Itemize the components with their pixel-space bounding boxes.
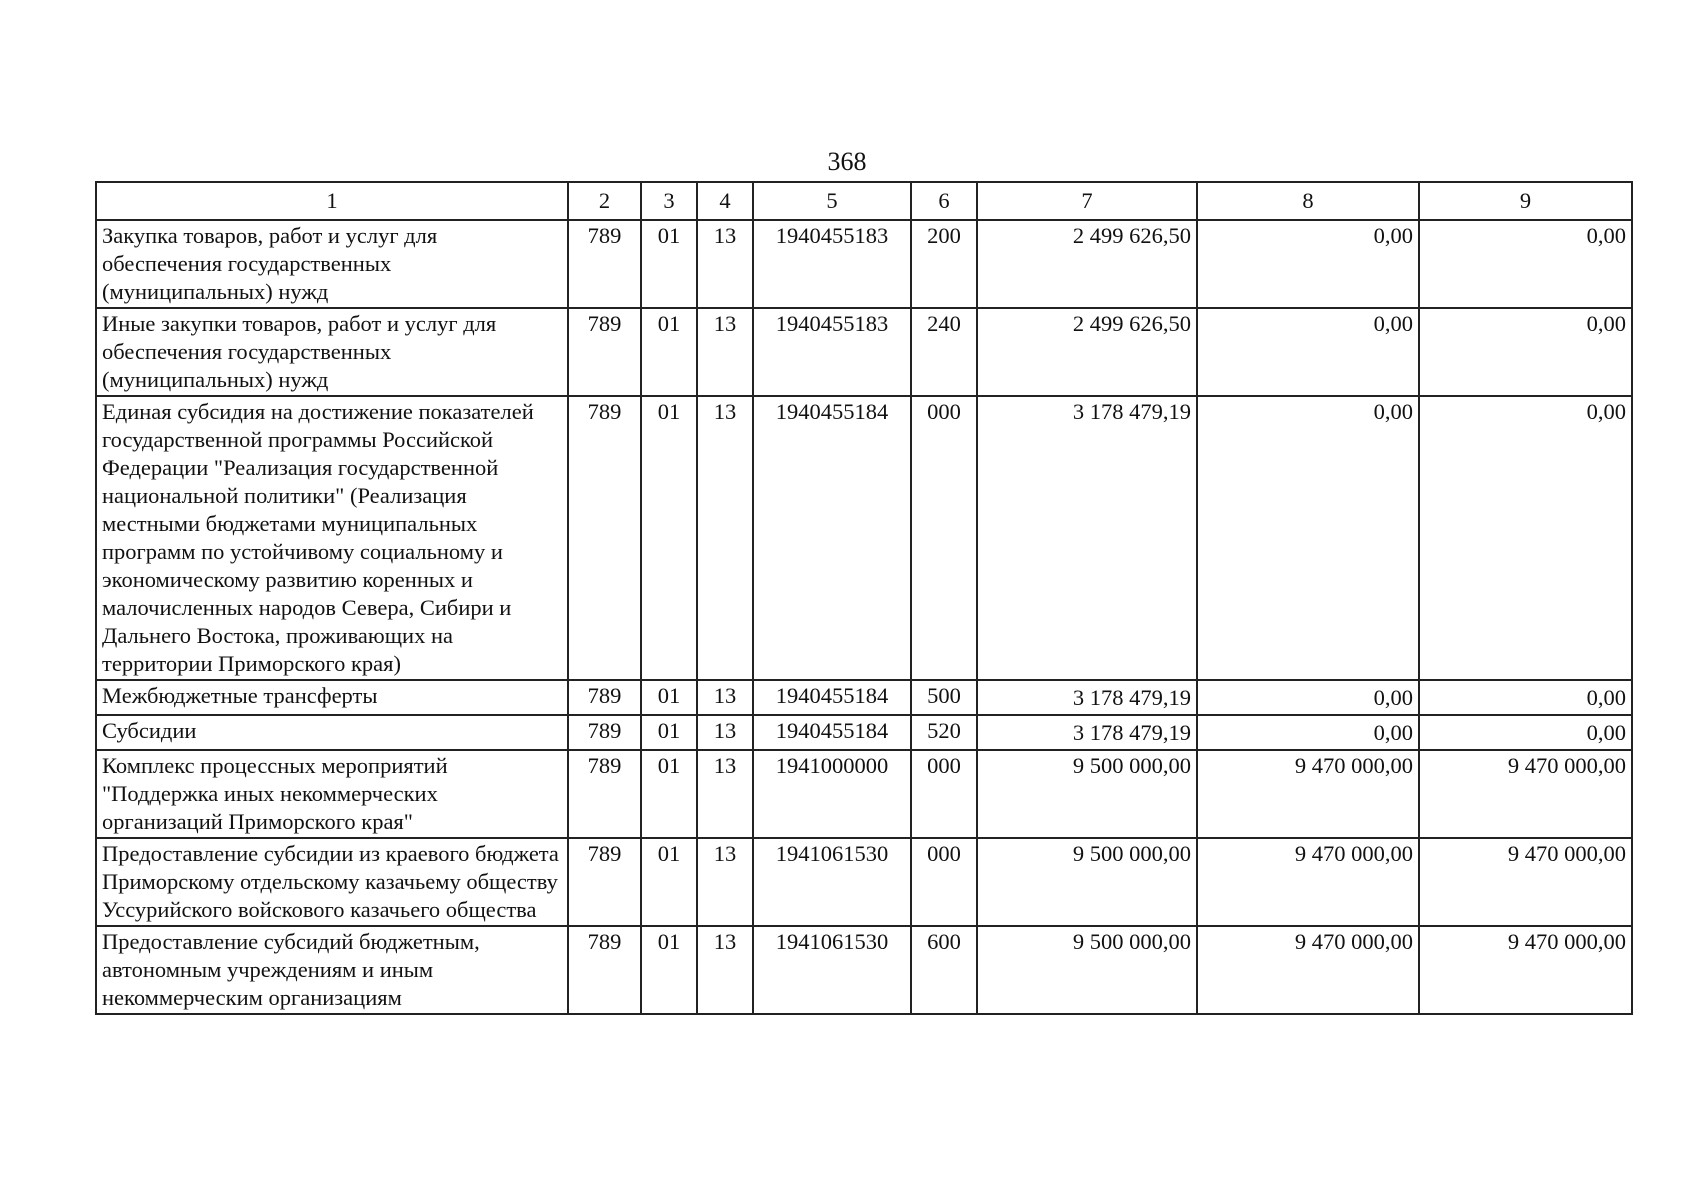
- col-header-1: 1: [96, 182, 568, 220]
- cell-section: 01: [641, 715, 697, 750]
- cell-target-article: 1940455184: [753, 715, 911, 750]
- table-row: [96, 680, 1632, 715]
- cell-section: 01: [641, 680, 697, 715]
- cell-expense-type: 500: [911, 680, 977, 715]
- cell-amount-7: 3 178 479,19: [977, 715, 1197, 750]
- cell-amount-8: 9 470 000,00: [1197, 750, 1419, 838]
- row-description: Предоставление субсидий бюджетным, автономным учреждениям и иным некоммерческим организациям: [96, 926, 568, 1014]
- table-row: [96, 926, 1632, 1014]
- table-row: [96, 715, 1632, 750]
- row-description: Закупка товаров, работ и услуг для обеспечения государственных (муниципальных) нужд: [96, 220, 568, 308]
- cell-ministry-code: 789: [568, 220, 641, 308]
- col-header-7: 7: [977, 182, 1197, 220]
- cell-amount-9: 0,00: [1419, 715, 1632, 750]
- col-header-6: 6: [911, 182, 977, 220]
- cell-subsection: 13: [697, 926, 753, 1014]
- cell-amount-9: 9 470 000,00: [1419, 838, 1632, 926]
- table-row: [96, 220, 1632, 308]
- budget-table: [95, 181, 1633, 1015]
- cell-target-article: 1940455183: [753, 220, 911, 308]
- cell-section: 01: [641, 308, 697, 396]
- cell-amount-9: 0,00: [1419, 680, 1632, 715]
- cell-amount-8: 0,00: [1197, 680, 1419, 715]
- col-header-5: 5: [753, 182, 911, 220]
- cell-amount-7: 9 500 000,00: [977, 926, 1197, 1014]
- col-header-4: 4: [697, 182, 753, 220]
- col-header-3: 3: [641, 182, 697, 220]
- cell-expense-type: 000: [911, 750, 977, 838]
- cell-ministry-code: 789: [568, 838, 641, 926]
- table-row: [96, 396, 1632, 680]
- cell-subsection: 13: [697, 396, 753, 680]
- cell-expense-type: 520: [911, 715, 977, 750]
- cell-amount-7: 3 178 479,19: [977, 396, 1197, 680]
- row-description: Субсидии: [96, 715, 568, 750]
- cell-section: 01: [641, 838, 697, 926]
- cell-subsection: 13: [697, 750, 753, 838]
- cell-amount-8: 0,00: [1197, 308, 1419, 396]
- cell-subsection: 13: [697, 838, 753, 926]
- cell-subsection: 13: [697, 680, 753, 715]
- cell-expense-type: 000: [911, 838, 977, 926]
- cell-amount-8: 0,00: [1197, 715, 1419, 750]
- page-number: 368: [827, 147, 867, 176]
- cell-section: 01: [641, 750, 697, 838]
- cell-target-article: 1940455184: [753, 680, 911, 715]
- cell-amount-9: 9 470 000,00: [1419, 926, 1632, 1014]
- cell-subsection: 13: [697, 308, 753, 396]
- cell-ministry-code: 789: [568, 680, 641, 715]
- cell-target-article: 1941061530: [753, 926, 911, 1014]
- col-header-9: 9: [1419, 182, 1632, 220]
- row-description: Комплекс процессных мероприятий "Поддержка иных некоммерческих организаций Приморского края": [96, 750, 568, 838]
- cell-target-article: 1941061530: [753, 838, 911, 926]
- cell-amount-8: 0,00: [1197, 396, 1419, 680]
- cell-subsection: 13: [697, 715, 753, 750]
- cell-ministry-code: 789: [568, 396, 641, 680]
- cell-amount-7: 3 178 479,19: [977, 680, 1197, 715]
- cell-target-article: 1941000000: [753, 750, 911, 838]
- cell-amount-9: 9 470 000,00: [1419, 750, 1632, 838]
- cell-amount-7: 2 499 626,50: [977, 308, 1197, 396]
- row-description: Единая субсидия на достижение показателей государственной программы Российской Федерации "Реализация государственной национальной политики" (Реализация местными бюджетами муниципальных программ по устойчивому социальному и экономическому развитию коренных и малочисленных народов Севера, Сибири и Дальнего Востока, проживающих на территории Приморского края): [96, 396, 568, 680]
- row-description: Иные закупки товаров, работ и услуг для обеспечения государственных (муниципальных) нужд: [96, 308, 568, 396]
- cell-ministry-code: 789: [568, 750, 641, 838]
- cell-expense-type: 200: [911, 220, 977, 308]
- table-row: [96, 750, 1632, 838]
- table-row: [96, 838, 1632, 926]
- cell-amount-8: 0,00: [1197, 220, 1419, 308]
- cell-amount-8: 9 470 000,00: [1197, 926, 1419, 1014]
- cell-ministry-code: 789: [568, 926, 641, 1014]
- cell-ministry-code: 789: [568, 715, 641, 750]
- cell-amount-8: 9 470 000,00: [1197, 838, 1419, 926]
- cell-amount-7: 9 500 000,00: [977, 838, 1197, 926]
- cell-amount-7: 9 500 000,00: [977, 750, 1197, 838]
- cell-section: 01: [641, 926, 697, 1014]
- header-row: [96, 182, 1632, 220]
- cell-expense-type: 600: [911, 926, 977, 1014]
- cell-amount-7: 2 499 626,50: [977, 220, 1197, 308]
- col-header-8: 8: [1197, 182, 1419, 220]
- cell-target-article: 1940455184: [753, 396, 911, 680]
- cell-target-article: 1940455183: [753, 308, 911, 396]
- cell-subsection: 13: [697, 220, 753, 308]
- cell-amount-9: 0,00: [1419, 220, 1632, 308]
- cell-expense-type: 240: [911, 308, 977, 396]
- table-row: [96, 308, 1632, 396]
- cell-expense-type: 000: [911, 396, 977, 680]
- cell-section: 01: [641, 396, 697, 680]
- cell-amount-9: 0,00: [1419, 308, 1632, 396]
- cell-ministry-code: 789: [568, 308, 641, 396]
- row-description: Предоставление субсидии из краевого бюджета Приморскому отдельскому казачьему обществу Уссурийского войскового казачьего общества: [96, 838, 568, 926]
- row-description: Межбюджетные трансферты: [96, 680, 568, 715]
- cell-section: 01: [641, 220, 697, 308]
- cell-amount-9: 0,00: [1419, 396, 1632, 680]
- col-header-2: 2: [568, 182, 641, 220]
